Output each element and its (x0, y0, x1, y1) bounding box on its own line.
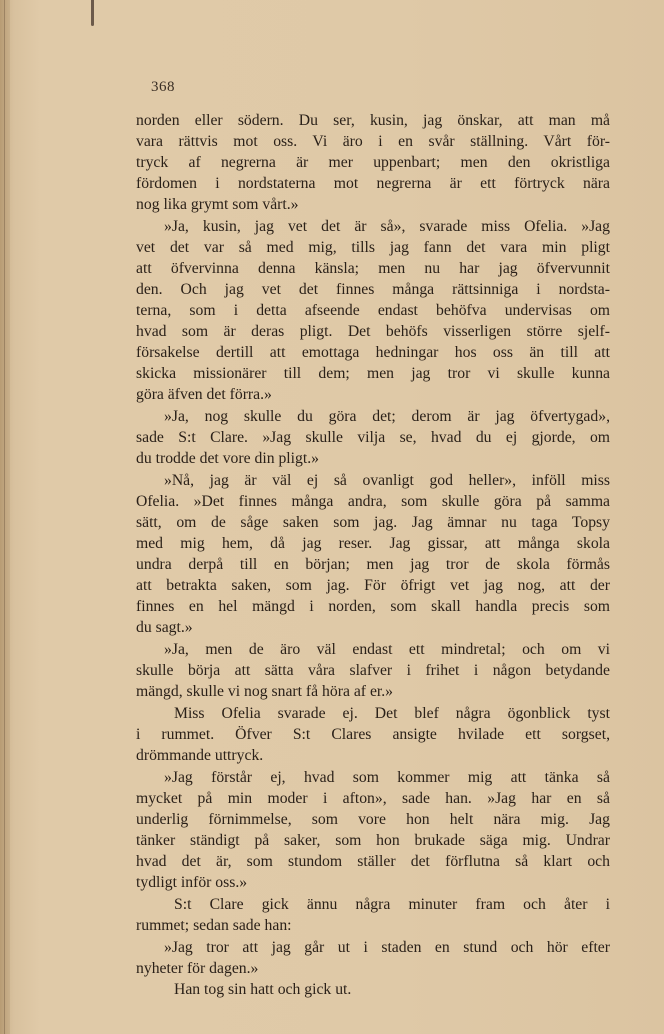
text-line: att betrakta saken, som jag. För öfrigt vet jag nog, att der (136, 577, 610, 594)
text-line: mycket på min moder i afton», sade han. »Jag har en så (136, 790, 610, 807)
text-line: Ofelia. »Det finnes många andra, som skulle göra på samma (136, 493, 610, 510)
page-spine (0, 0, 10, 1034)
text-line: finnes en hel mängd i norden, som skall handla precis som (136, 598, 610, 615)
text-line: »Ja, kusin, jag vet det är så», svarade miss Ofelia. »Jag (164, 218, 610, 235)
text-line: »Jag tror att jag går ut i staden en stund och hör efter (164, 939, 610, 956)
text-line: »Jag förstår ej, hvad som kommer mig att tänka så (164, 769, 610, 786)
text-line: den. Och jag vet det finnes många rättsinniga i nordsta- (136, 281, 610, 298)
text-line: »Ja, nog skulle du göra det; derom är jag öfvertygad», (164, 408, 610, 425)
text-line: vara rättvis mot oss. Vi äro i en svår ställning. Vårt för- (136, 133, 610, 150)
text-line: terna, som i detta afseende endast behöfva undervisas om (136, 302, 610, 319)
text-line: »Ja, men de äro väl endast ett mindretal; och om vi (164, 641, 610, 658)
text-line: rummet; sedan sade han: (136, 917, 292, 934)
page-number: 368 (151, 79, 175, 95)
text-line: sade S:t Clare. »Jag skulle vilja se, hvad du ej gjorde, om (136, 429, 610, 446)
text-line: tänker ständigt på saker, som hon brukade säga mig. Undrar (136, 832, 610, 849)
text-line: du sagt.» (136, 619, 193, 636)
text-line: norden eller södern. Du ser, kusin, jag önskar, att man må (136, 112, 610, 129)
text-line: hvad det är, som stundom ställer det förflutna så klart och (136, 853, 610, 870)
text-line: du trodde det vore din pligt.» (136, 450, 319, 467)
text-line: underlig förnimmelse, som vore hon helt nära mig. Jag (136, 811, 610, 828)
text-line: nog lika grymt som vårt.» (136, 196, 299, 213)
text-line: tryck af negrerna är mer uppenbart; men den okristliga (136, 154, 610, 171)
text-line: mängd, skulle vi nog snart få höra af er.» (136, 683, 394, 700)
text-line: »Nå, jag är väl ej så ovanligt god heller», inföll miss (164, 472, 610, 489)
binding-line (4, 0, 5, 1034)
text-line: fördomen i nordstaterna mot negrerna är ett förtryck nära (136, 175, 610, 192)
text-line: vet det var så med mig, tills jag fann det vara min pligt (136, 239, 610, 256)
text-line: göra äfven det förra.» (136, 386, 272, 403)
page-corner-mark (91, 0, 94, 26)
text-line: sätt, om de såge saken som jag. Jag ämnar nu taga Topsy (136, 514, 610, 531)
text-line: S:t Clare gick ännu några minuter fram och åter i (174, 896, 610, 913)
text-line: skicka missionärer till dem; men jag tror vi skulle kunna (136, 365, 610, 382)
text-line: att öfvervinna denna känsla; men nu har jag öfvervunnit (136, 260, 610, 277)
text-line: nyheter för dagen.» (136, 960, 259, 977)
text-line: undra derpå till en början; men jag tror de skola förmås (136, 556, 610, 573)
text-line: skulle börja att sätta våra slafver i frihet i någon betydande (136, 662, 610, 679)
text-line: försakelse dertill att emottaga hedningar hos oss än till att (136, 344, 610, 361)
text-line: i rummet. Öfver S:t Clares ansigte hvilade ett sorgset, (136, 726, 610, 743)
text-line: Miss Ofelia svarade ej. Det blef några ögonblick tyst (174, 705, 610, 722)
text-line: tydligt inför oss.» (136, 874, 248, 891)
text-line: med mig hem, då jag reser. Jag gissar, att många skola (136, 535, 610, 552)
text-line: Han tog sin hatt och gick ut. (174, 981, 352, 998)
text-line: hvad som är deras pligt. Det behöfs visserligen större sjelf- (136, 323, 610, 340)
text-line: drömmande uttryck. (136, 747, 264, 764)
